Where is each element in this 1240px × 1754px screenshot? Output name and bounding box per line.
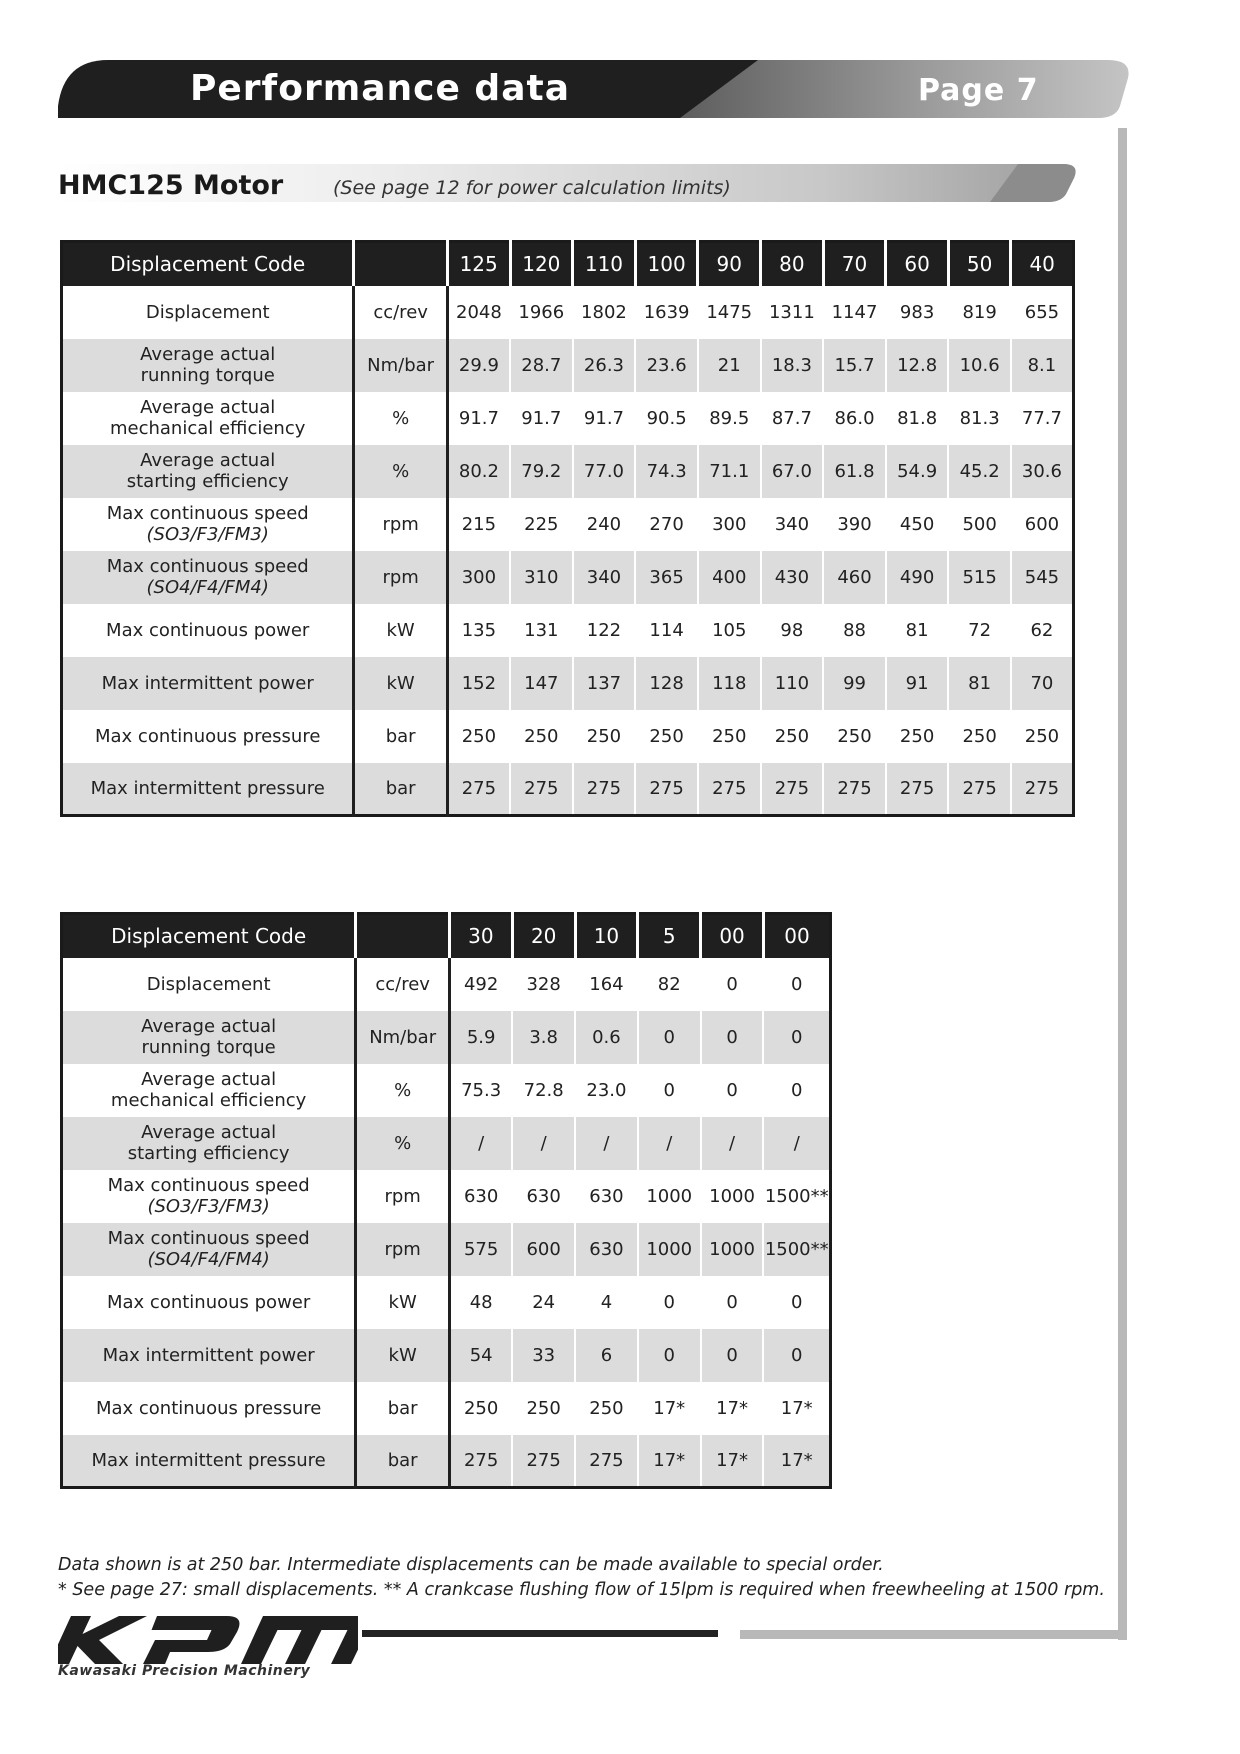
value-cell: 250 — [512, 1382, 575, 1435]
value-cell: 122 — [573, 604, 636, 657]
value-cell: 88 — [823, 604, 886, 657]
value-cell: 91.7 — [573, 392, 636, 445]
value-cell: 62 — [1011, 604, 1074, 657]
row-label-line1: Average actual — [140, 397, 276, 418]
value-cell: 0 — [763, 1276, 830, 1329]
table-row — [62, 392, 1074, 445]
value-cell: 515 — [948, 551, 1011, 604]
value-cell: 0 — [638, 1329, 701, 1382]
row-label — [62, 551, 354, 604]
header-unit — [354, 242, 447, 286]
value-cell: 152 — [447, 657, 510, 710]
value-cell: 492 — [450, 958, 513, 1011]
value-cell: 275 — [510, 763, 573, 816]
value-cell: 275 — [447, 763, 510, 816]
value-cell: 23.6 — [635, 339, 698, 392]
row-label-line1: Displacement — [145, 301, 270, 323]
value-cell: 250 — [823, 710, 886, 763]
row-unit: bar — [354, 763, 447, 816]
value-cell: 250 — [761, 710, 824, 763]
table-row — [62, 551, 1074, 604]
value-cell: 0 — [763, 958, 830, 1011]
value-cell: / — [638, 1117, 701, 1170]
row-label — [62, 710, 354, 763]
row-unit: Nm/bar — [354, 339, 447, 392]
row-unit: kW — [356, 1329, 450, 1382]
value-cell: 340 — [761, 498, 824, 551]
value-cell: 0 — [701, 958, 764, 1011]
code-header: 125 — [447, 242, 510, 286]
value-cell: 500 — [948, 498, 1011, 551]
row-label-line1: Max continuous power — [106, 619, 310, 641]
row-label-line1: Max continuous speed — [106, 556, 309, 577]
row-label-line1: Average actual — [140, 344, 276, 365]
value-cell: 630 — [575, 1223, 638, 1276]
row-label-line2: running torque — [141, 1037, 276, 1058]
page-number: Page 7 — [918, 73, 1039, 108]
value-cell: 131 — [510, 604, 573, 657]
value-cell: / — [512, 1117, 575, 1170]
value-cell: 67.0 — [761, 445, 824, 498]
row-unit: rpm — [356, 1170, 450, 1223]
value-cell: 1000 — [701, 1170, 764, 1223]
footnote-data-basis: Data shown is at 250 bar. Intermediate displacements can be made available to special order. — [58, 1555, 884, 1575]
value-cell: 17* — [763, 1435, 830, 1488]
value-cell: 90.5 — [635, 392, 698, 445]
value-cell: 2048 — [447, 286, 510, 339]
value-cell: 275 — [635, 763, 698, 816]
value-cell: 250 — [573, 710, 636, 763]
value-cell: 33 — [512, 1329, 575, 1382]
section-title: HMC125 Motor — [58, 170, 284, 201]
value-cell: / — [450, 1117, 513, 1170]
value-cell: 80.2 — [447, 445, 510, 498]
value-cell: 0 — [638, 1064, 701, 1117]
row-label-line2: (SO3/F3/FM3) — [146, 524, 269, 545]
value-cell: 135 — [447, 604, 510, 657]
value-cell: 8.1 — [1011, 339, 1074, 392]
value-cell: 1311 — [761, 286, 824, 339]
value-cell: 15.7 — [823, 339, 886, 392]
row-label-line2: (SO4/F4/FM4) — [147, 1249, 270, 1270]
value-cell: 30.6 — [1011, 445, 1074, 498]
code-header: 10 — [575, 914, 638, 958]
value-cell: 5.9 — [450, 1011, 513, 1064]
value-cell: 70 — [1011, 657, 1074, 710]
value-cell: 77.0 — [573, 445, 636, 498]
code-header: 00 — [701, 914, 764, 958]
value-cell: 105 — [698, 604, 761, 657]
row-unit: cc/rev — [356, 958, 450, 1011]
row-label-line1: Max continuous power — [106, 1291, 311, 1313]
value-cell: 225 — [510, 498, 573, 551]
row-label-line2: (SO3/F3/FM3) — [147, 1196, 270, 1217]
value-cell: 300 — [447, 551, 510, 604]
value-cell: 630 — [512, 1170, 575, 1223]
row-label — [62, 1223, 356, 1276]
value-cell: 1000 — [638, 1223, 701, 1276]
value-cell: 17* — [638, 1382, 701, 1435]
value-cell: 28.7 — [510, 339, 573, 392]
value-cell: 81.3 — [948, 392, 1011, 445]
value-cell: 1000 — [701, 1223, 764, 1276]
value-cell: 98 — [761, 604, 824, 657]
value-cell: 250 — [1011, 710, 1074, 763]
value-cell: 6 — [575, 1329, 638, 1382]
value-cell: 1500** — [763, 1223, 830, 1276]
value-cell: 18.3 — [761, 339, 824, 392]
row-label — [62, 958, 356, 1011]
value-cell: 0 — [701, 1064, 764, 1117]
value-cell: 250 — [450, 1382, 513, 1435]
value-cell: 54 — [450, 1329, 513, 1382]
row-label-line1: Average actual — [141, 1016, 277, 1037]
value-cell: 600 — [1011, 498, 1074, 551]
value-cell: 1500** — [763, 1170, 830, 1223]
value-cell: 74.3 — [635, 445, 698, 498]
row-label-line1: Average actual — [141, 1122, 277, 1143]
table-row — [62, 710, 1074, 763]
value-cell: 430 — [761, 551, 824, 604]
value-cell: 23.0 — [575, 1064, 638, 1117]
row-label-line1: Max intermittent pressure — [91, 1449, 326, 1471]
section-note: (See page 12 for power calculation limits) — [333, 177, 731, 199]
value-cell: 128 — [635, 657, 698, 710]
logo-subtitle: Kawasaki Precision Machinery — [58, 1663, 311, 1679]
value-cell: 630 — [450, 1170, 513, 1223]
table-row — [62, 1011, 831, 1064]
row-label — [62, 763, 354, 816]
value-cell: 275 — [512, 1435, 575, 1488]
row-label — [62, 1435, 356, 1488]
value-cell: / — [701, 1117, 764, 1170]
value-cell: 12.8 — [886, 339, 949, 392]
value-cell: 575 — [450, 1223, 513, 1276]
page-frame-right — [1118, 128, 1127, 1640]
row-unit: rpm — [354, 551, 447, 604]
value-cell: 17* — [763, 1382, 830, 1435]
value-cell: 48 — [450, 1276, 513, 1329]
value-cell: 365 — [635, 551, 698, 604]
value-cell: 340 — [573, 551, 636, 604]
value-cell: 270 — [635, 498, 698, 551]
value-cell: 310 — [510, 551, 573, 604]
row-label-line1: Max intermittent pressure — [90, 777, 325, 799]
table-row — [62, 339, 1074, 392]
value-cell: 300 — [698, 498, 761, 551]
value-cell: 1475 — [698, 286, 761, 339]
row-label — [62, 498, 354, 551]
row-unit: % — [354, 392, 447, 445]
row-label-line1: Max continuous speed — [107, 1175, 310, 1196]
row-unit: bar — [356, 1435, 450, 1488]
value-cell: 45.2 — [948, 445, 1011, 498]
row-unit: % — [356, 1064, 450, 1117]
value-cell: 600 — [512, 1223, 575, 1276]
code-header: 5 — [638, 914, 701, 958]
table-row — [62, 763, 1074, 816]
row-label — [62, 1064, 356, 1117]
value-cell: 137 — [573, 657, 636, 710]
value-cell: 118 — [698, 657, 761, 710]
code-header: 90 — [698, 242, 761, 286]
value-cell: 91.7 — [510, 392, 573, 445]
code-header: 30 — [450, 914, 513, 958]
table-row — [62, 498, 1074, 551]
value-cell: 54.9 — [886, 445, 949, 498]
row-label — [62, 657, 354, 710]
value-cell: 91.7 — [447, 392, 510, 445]
value-cell: 79.2 — [510, 445, 573, 498]
table-row — [62, 1382, 831, 1435]
value-cell: 250 — [575, 1382, 638, 1435]
value-cell: 0 — [638, 1276, 701, 1329]
value-cell: 1000 — [638, 1170, 701, 1223]
value-cell: 4 — [575, 1276, 638, 1329]
row-unit: kW — [354, 604, 447, 657]
row-label — [62, 1117, 356, 1170]
table-row — [62, 1435, 831, 1488]
value-cell: 0.6 — [575, 1011, 638, 1064]
row-label — [62, 1011, 356, 1064]
table-row — [62, 1117, 831, 1170]
row-label — [62, 286, 354, 339]
value-cell: 0 — [763, 1329, 830, 1382]
value-cell: 275 — [948, 763, 1011, 816]
value-cell: 21 — [698, 339, 761, 392]
value-cell: 0 — [701, 1329, 764, 1382]
value-cell: 29.9 — [447, 339, 510, 392]
row-label — [62, 1382, 356, 1435]
value-cell: 630 — [575, 1170, 638, 1223]
table-header-row — [62, 242, 1074, 286]
value-cell: 81 — [886, 604, 949, 657]
row-label — [62, 1170, 356, 1223]
value-cell: 275 — [886, 763, 949, 816]
value-cell: 24 — [512, 1276, 575, 1329]
row-label-line2: (SO4/F4/FM4) — [146, 577, 269, 598]
value-cell: 91 — [886, 657, 949, 710]
row-label-line1: Max intermittent power — [102, 1344, 315, 1366]
performance-table-2 — [60, 912, 832, 1489]
value-cell: 72 — [948, 604, 1011, 657]
value-cell: 250 — [948, 710, 1011, 763]
table-row — [62, 445, 1074, 498]
row-label-line1: Max continuous speed — [106, 503, 309, 524]
row-label-line1: Max continuous pressure — [95, 725, 321, 747]
value-cell: 99 — [823, 657, 886, 710]
row-label — [62, 339, 354, 392]
value-cell: 10.6 — [948, 339, 1011, 392]
row-unit: kW — [354, 657, 447, 710]
value-cell: 275 — [761, 763, 824, 816]
code-header: 40 — [1011, 242, 1074, 286]
row-label-line1: Average actual — [141, 1069, 277, 1090]
table-row — [62, 1170, 831, 1223]
row-label-line1: Max intermittent power — [101, 672, 314, 694]
header-unit — [356, 914, 450, 958]
value-cell: 250 — [635, 710, 698, 763]
value-cell: 545 — [1011, 551, 1074, 604]
value-cell: 0 — [763, 1064, 830, 1117]
value-cell: 215 — [447, 498, 510, 551]
value-cell: 0 — [701, 1011, 764, 1064]
value-cell: 81.8 — [886, 392, 949, 445]
table-row — [62, 1276, 831, 1329]
code-header: 80 — [761, 242, 824, 286]
row-unit: % — [354, 445, 447, 498]
value-cell: / — [575, 1117, 638, 1170]
row-label-line2: running torque — [140, 365, 275, 386]
row-label — [62, 1276, 356, 1329]
row-unit: bar — [354, 710, 447, 763]
row-unit: bar — [356, 1382, 450, 1435]
value-cell: 450 — [886, 498, 949, 551]
value-cell: 328 — [512, 958, 575, 1011]
value-cell: 72.8 — [512, 1064, 575, 1117]
value-cell: 110 — [761, 657, 824, 710]
value-cell: 82 — [638, 958, 701, 1011]
value-cell: 61.8 — [823, 445, 886, 498]
value-cell: / — [763, 1117, 830, 1170]
table-row — [62, 1223, 831, 1276]
value-cell: 164 — [575, 958, 638, 1011]
value-cell: 1802 — [573, 286, 636, 339]
code-header: 60 — [886, 242, 949, 286]
value-cell: 77.7 — [1011, 392, 1074, 445]
value-cell: 87.7 — [761, 392, 824, 445]
row-label — [62, 445, 354, 498]
value-cell: 75.3 — [450, 1064, 513, 1117]
value-cell: 250 — [447, 710, 510, 763]
value-cell: 275 — [575, 1435, 638, 1488]
row-unit: kW — [356, 1276, 450, 1329]
value-cell: 460 — [823, 551, 886, 604]
value-cell: 275 — [1011, 763, 1074, 816]
code-header: 100 — [635, 242, 698, 286]
value-cell: 17* — [638, 1435, 701, 1488]
row-unit: % — [356, 1117, 450, 1170]
value-cell: 400 — [698, 551, 761, 604]
value-cell: 390 — [823, 498, 886, 551]
value-cell: 275 — [823, 763, 886, 816]
value-cell: 1147 — [823, 286, 886, 339]
performance-table-1 — [60, 240, 1075, 817]
value-cell: 17* — [701, 1435, 764, 1488]
row-unit: rpm — [354, 498, 447, 551]
table-header-row — [62, 914, 831, 958]
row-unit: Nm/bar — [356, 1011, 450, 1064]
header-label: Displacement Code — [62, 242, 354, 286]
value-cell: 0 — [763, 1011, 830, 1064]
row-label — [62, 392, 354, 445]
row-unit: rpm — [356, 1223, 450, 1276]
value-cell: 147 — [510, 657, 573, 710]
page-frame-bottom — [740, 1630, 1127, 1639]
code-header: 20 — [512, 914, 575, 958]
value-cell: 275 — [698, 763, 761, 816]
row-label-line1: Displacement — [146, 973, 271, 995]
value-cell: 3.8 — [512, 1011, 575, 1064]
value-cell: 81 — [948, 657, 1011, 710]
value-cell: 250 — [510, 710, 573, 763]
value-cell: 114 — [635, 604, 698, 657]
row-label — [62, 604, 354, 657]
row-label-line2: mechanical efficiency — [110, 1090, 307, 1111]
header-label: Displacement Code — [62, 914, 356, 958]
value-cell: 490 — [886, 551, 949, 604]
page-title: Performance data — [190, 68, 570, 109]
kpm-logo — [58, 1612, 358, 1666]
footer-rule — [362, 1630, 718, 1637]
table-row — [62, 657, 1074, 710]
table-row — [62, 1064, 831, 1117]
footnote-small-displacements: * See page 27: small displacements. ** A crankcase flushing flow of 15lpm is required when freewheeling at 1500 rpm. — [58, 1580, 1105, 1600]
value-cell: 1966 — [510, 286, 573, 339]
value-cell: 655 — [1011, 286, 1074, 339]
table-row — [62, 958, 831, 1011]
code-header: 00 — [763, 914, 830, 958]
value-cell: 86.0 — [823, 392, 886, 445]
row-label-line2: mechanical efficiency — [109, 418, 306, 439]
value-cell: 26.3 — [573, 339, 636, 392]
code-header: 50 — [948, 242, 1011, 286]
row-label — [62, 1329, 356, 1382]
value-cell: 275 — [573, 763, 636, 816]
code-header: 120 — [510, 242, 573, 286]
value-cell: 250 — [886, 710, 949, 763]
table-row — [62, 1329, 831, 1382]
value-cell: 0 — [701, 1276, 764, 1329]
row-label-line1: Average actual — [140, 450, 276, 471]
value-cell: 983 — [886, 286, 949, 339]
row-label-line2: starting efficiency — [126, 471, 289, 492]
value-cell: 240 — [573, 498, 636, 551]
row-label-line2: starting efficiency — [127, 1143, 290, 1164]
table-row — [62, 604, 1074, 657]
row-label-line1: Max continuous speed — [107, 1228, 310, 1249]
value-cell: 1639 — [635, 286, 698, 339]
code-header: 110 — [573, 242, 636, 286]
code-header: 70 — [823, 242, 886, 286]
row-unit: cc/rev — [354, 286, 447, 339]
value-cell: 71.1 — [698, 445, 761, 498]
value-cell: 17* — [701, 1382, 764, 1435]
table-row — [62, 286, 1074, 339]
value-cell: 250 — [698, 710, 761, 763]
value-cell: 819 — [948, 286, 1011, 339]
value-cell: 89.5 — [698, 392, 761, 445]
value-cell: 275 — [450, 1435, 513, 1488]
row-label-line1: Max continuous pressure — [95, 1397, 322, 1419]
value-cell: 0 — [638, 1011, 701, 1064]
